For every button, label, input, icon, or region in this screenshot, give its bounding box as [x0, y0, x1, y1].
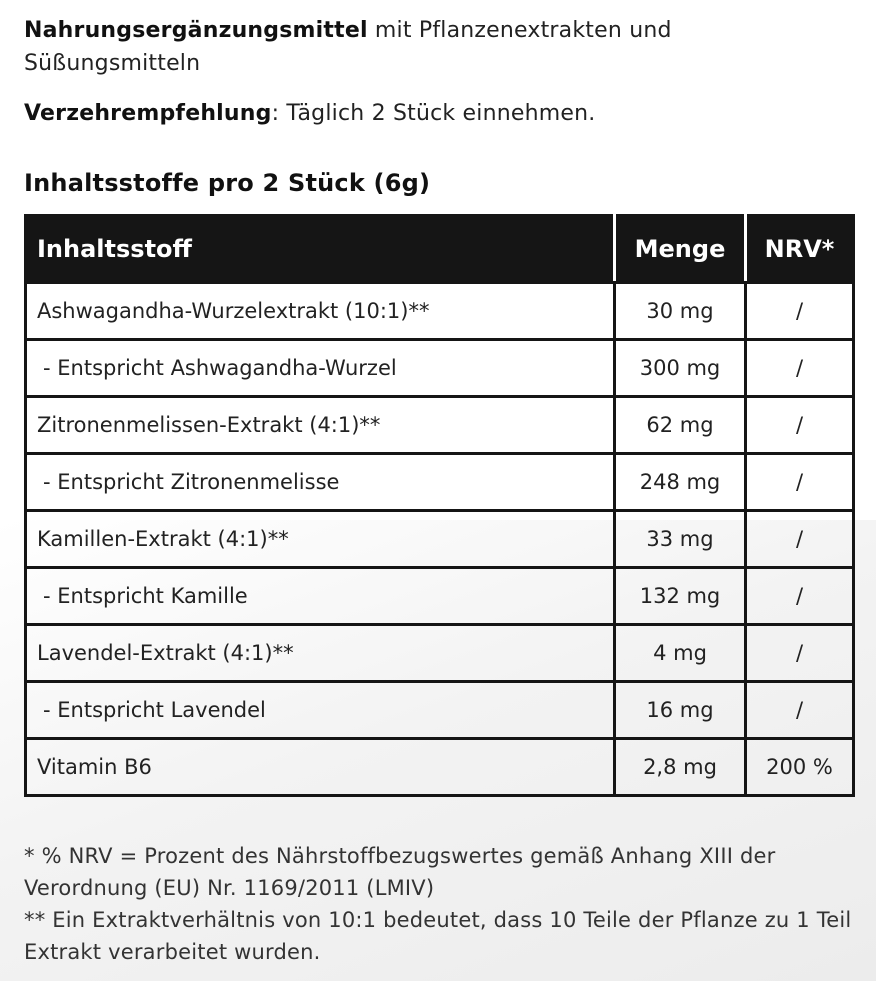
ingredient-name: Kamillen-Extrakt (4:1)** [26, 511, 615, 568]
ingredient-nrv: 200 % [746, 739, 854, 796]
header-ingredient: Inhaltsstoff [26, 216, 615, 283]
ingredient-amount: 62 mg [615, 397, 746, 454]
ingredient-nrv: / [746, 511, 854, 568]
dosage-text: : Täglich 2 Stück einnehmen. [271, 101, 596, 126]
product-type-bold: Nahrungsergänzungsmittel [24, 18, 368, 43]
ingredient-nrv: / [746, 682, 854, 739]
footnote-extract-ratio: ** Ein Extraktverhältnis von 10:1 bedeutet, dass 10 Teile der Pflanze zu 1 Teil Extrakt verarbeitet wurden. [24, 908, 852, 964]
ingredient-name: - Entspricht Kamille [26, 568, 615, 625]
header-nrv: NRV* [746, 216, 854, 283]
ingredient-nrv: / [746, 454, 854, 511]
table-row [26, 397, 854, 454]
table-header-row [26, 216, 854, 283]
dosage-recommendation [24, 97, 854, 130]
table-row [26, 511, 854, 568]
ingredient-nrv: / [746, 568, 854, 625]
ingredient-nrv: / [746, 340, 854, 397]
table-row [26, 340, 854, 397]
dosage-label: Verzehrempfehlung [24, 101, 272, 126]
table-row [26, 682, 854, 739]
table-row [26, 625, 854, 682]
ingredient-name: Zitronenmelissen-Extrakt (4:1)** [26, 397, 615, 454]
ingredient-nrv: / [746, 397, 854, 454]
footnotes [24, 840, 860, 968]
ingredient-amount: 132 mg [615, 568, 746, 625]
table-title: Inhaltsstoffe pro 2 Stück (6g) [24, 169, 431, 197]
ingredient-amount: 300 mg [615, 340, 746, 397]
ingredient-name: Lavendel-Extrakt (4:1)** [26, 625, 615, 682]
table-row [26, 568, 854, 625]
ingredient-name: Vitamin B6 [26, 739, 615, 796]
table-row [26, 283, 854, 340]
ingredient-nrv: / [746, 283, 854, 340]
ingredient-amount: 16 mg [615, 682, 746, 739]
ingredient-amount: 2,8 mg [615, 739, 746, 796]
footnote-nrv: * % NRV = Prozent des Nährstoffbezugswertes gemäß Anhang XIII der Verordnung (EU) Nr. 1169/2011 (LMIV) [24, 844, 776, 900]
ingredient-amount: 4 mg [615, 625, 746, 682]
ingredient-nrv: / [746, 625, 854, 682]
ingredient-amount: 248 mg [615, 454, 746, 511]
ingredient-amount: 33 mg [615, 511, 746, 568]
header-amount: Menge [615, 216, 746, 283]
ingredient-name: Ashwagandha-Wurzelextrakt (10:1)** [26, 283, 615, 340]
ingredient-name: - Entspricht Zitronenmelisse [26, 454, 615, 511]
ingredient-name: - Entspricht Lavendel [26, 682, 615, 739]
ingredients-table [24, 214, 855, 797]
product-type-rest: mit Pflanzenextrakten und Süßungsmitteln [24, 18, 672, 76]
ingredient-name: - Entspricht Ashwagandha-Wurzel [26, 340, 615, 397]
product-description [24, 14, 854, 80]
table-row [26, 454, 854, 511]
table-row [26, 739, 854, 796]
ingredient-amount: 30 mg [615, 283, 746, 340]
